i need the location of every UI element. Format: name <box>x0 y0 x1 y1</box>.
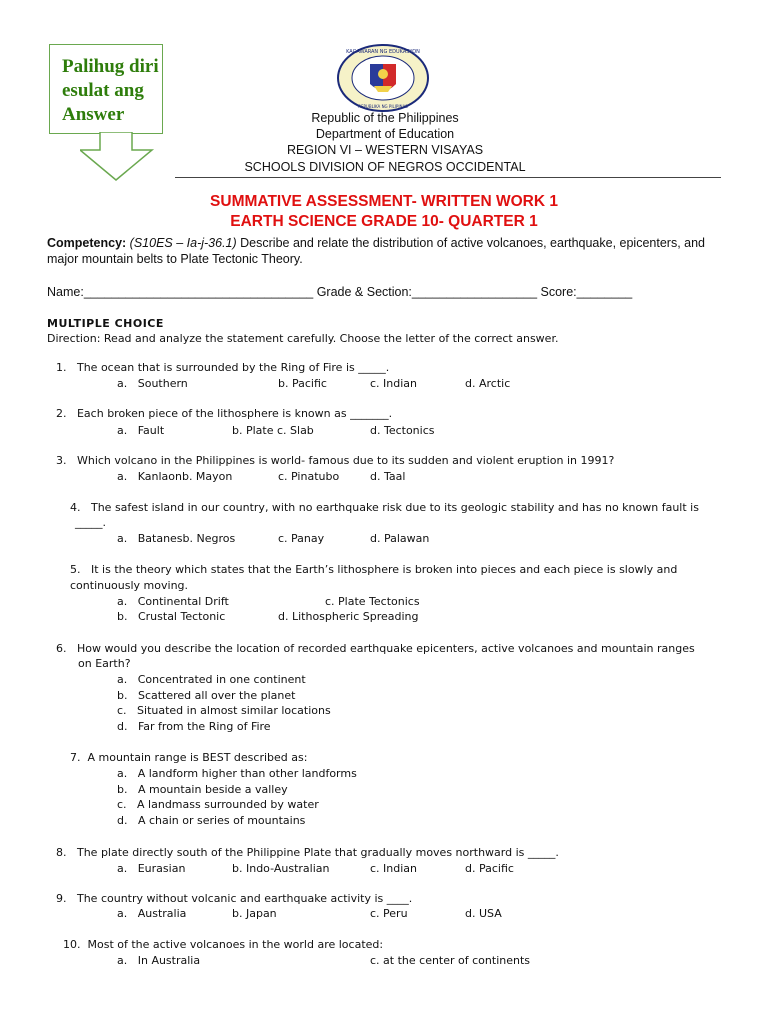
q8-option-d[interactable]: d. Pacific <box>465 862 514 875</box>
header-divider <box>175 177 721 178</box>
question-2: 2. Each broken piece of the lithosphere is known as _______. <box>56 407 393 420</box>
q3-option-d[interactable]: d. Taal <box>370 470 406 483</box>
competency-text-2: major mountain belts to Plate Tectonic Theory. <box>47 252 303 266</box>
q2-option-a[interactable]: a. Fault <box>117 424 165 437</box>
q9-option-a[interactable]: a. Australia <box>117 907 187 920</box>
q8-option-b[interactable]: b. Indo-Australian <box>232 862 330 875</box>
q6-option-b[interactable]: b. Scattered all over the planet <box>117 689 296 702</box>
callout-line-2: esulat ang <box>62 80 144 101</box>
q1-option-a[interactable]: a. Southern <box>117 377 188 390</box>
question-4-line-1: 4. The safest island in our country, with no earthquake risk due to its geologic stability and has no known fault is <box>70 501 699 514</box>
q8-option-c[interactable]: c. Indian <box>370 862 418 875</box>
title-earth-science: EARTH SCIENCE GRADE 10- QUARTER 1 <box>230 213 538 230</box>
q7-option-c[interactable]: c. A landmass surrounded by water <box>117 798 319 811</box>
section-direction: Direction: Read and analyze the statement carefully. Choose the letter of the correct answer. <box>47 332 559 345</box>
q3-option-a-b[interactable]: a. Kanlaonb. Mayon <box>117 470 233 483</box>
callout-text <box>62 55 162 127</box>
header-division: SCHOOLS DIVISION OF NEGROS OCCIDENTAL <box>244 160 526 174</box>
competency-block <box>47 235 737 267</box>
callout-line-1: Palihug diri <box>62 56 159 77</box>
q9-option-d[interactable]: d. USA <box>465 907 502 920</box>
question-8: 8. The plate directly south of the Philippine Plate that gradually moves northward is _____. <box>56 846 559 859</box>
question-1: 1. The ocean that is surrounded by the Ring of Fire is _____. <box>56 361 390 374</box>
header-region: REGION VI – WESTERN VISAYAS <box>286 143 484 157</box>
q2-option-d[interactable]: d. Tectonics <box>370 424 435 437</box>
q9-option-c[interactable]: c. Peru <box>370 907 408 920</box>
name-grade-score-line[interactable]: Name:_________________________________ Grade & Section:__________________ Score:________ <box>47 285 633 299</box>
question-5-line-1: 5. It is the theory which states that the Earth’s lithosphere is broken into pieces and each piece is slowly and <box>70 563 678 576</box>
q5-option-d[interactable]: d. Lithospheric Spreading <box>278 610 419 623</box>
q1-option-d[interactable]: d. Arctic <box>465 377 511 390</box>
q6-option-c[interactable]: c. Situated in almost similar locations <box>117 704 331 717</box>
seal-top-text: KAGAWARAN NG EDUKASYON <box>346 49 420 55</box>
q4-option-d[interactable]: d. Palawan <box>370 532 430 545</box>
competency-code: (S10ES – Ia-j-36.1) <box>129 236 237 250</box>
callout-line-3: Answer <box>62 104 125 125</box>
q7-option-b[interactable]: b. A mountain beside a valley <box>117 783 288 796</box>
q7-option-d[interactable]: d. A chain or series of mountains <box>117 814 306 827</box>
question-4-line-2: _____. <box>75 516 106 529</box>
section-heading: MULTIPLE CHOICE <box>47 317 164 330</box>
competency-text-1: Describe and relate the distribution of active volcanoes, earthquake, epicenters, and <box>236 236 706 250</box>
q3-option-c[interactable]: c. Pinatubo <box>278 470 340 483</box>
q5-option-b[interactable]: b. Crustal Tectonic <box>117 610 226 623</box>
q7-option-a[interactable]: a. A landform higher than other landforms <box>117 767 357 780</box>
question-9: 9. The country without volcanic and earthquake activity is ____. <box>56 892 413 905</box>
question-7: 7. A mountain range is BEST described as: <box>70 751 308 764</box>
question-6-line-1: 6. How would you describe the location of recorded earthquake epicenters, active volcanoes and mountain ranges <box>56 642 695 655</box>
q10-option-a[interactable]: a. In Australia <box>117 954 201 967</box>
question-6-line-2: on Earth? <box>78 657 131 670</box>
q10-option-c[interactable]: c. at the center of continents <box>370 954 530 967</box>
q1-option-c[interactable]: c. Indian <box>370 377 418 390</box>
q6-option-d[interactable]: d. Far from the Ring of Fire <box>117 720 271 733</box>
q5-option-a[interactable]: a. Continental Drift <box>117 595 229 608</box>
q6-option-a[interactable]: a. Concentrated in one continent <box>117 673 306 686</box>
q8-option-a[interactable]: a. Eurasian <box>117 862 186 875</box>
q5-option-c[interactable]: c. Plate Tectonics <box>325 595 420 608</box>
competency-label: Competency: <box>47 236 127 250</box>
seal-bottom-text: REPUBLIKA NG PILIPINAS <box>358 104 408 109</box>
question-5-line-2: continuously moving. <box>70 579 189 592</box>
title-summative: SUMMATIVE ASSESSMENT- WRITTEN WORK 1 <box>210 193 558 210</box>
header-republic: Republic of the Philippines <box>311 111 459 125</box>
question-10: 10. Most of the active volcanoes in the world are located: <box>63 938 384 951</box>
q4-option-a-b[interactable]: a. Batanesb. Negros <box>117 532 236 545</box>
deped-seal-icon <box>336 44 430 112</box>
q1-option-b[interactable]: b. Pacific <box>278 377 327 390</box>
q9-option-b[interactable]: b. Japan <box>232 907 277 920</box>
question-3: 3. Which volcano in the Philippines is world- famous due to its sudden and violent eruption in 1991? <box>56 454 615 467</box>
q4-option-c[interactable]: c. Panay <box>278 532 325 545</box>
q2-option-b-c[interactable]: b. Plate c. Slab <box>232 424 314 437</box>
down-arrow-icon <box>80 132 160 184</box>
header-department: Department of Education <box>315 127 455 141</box>
